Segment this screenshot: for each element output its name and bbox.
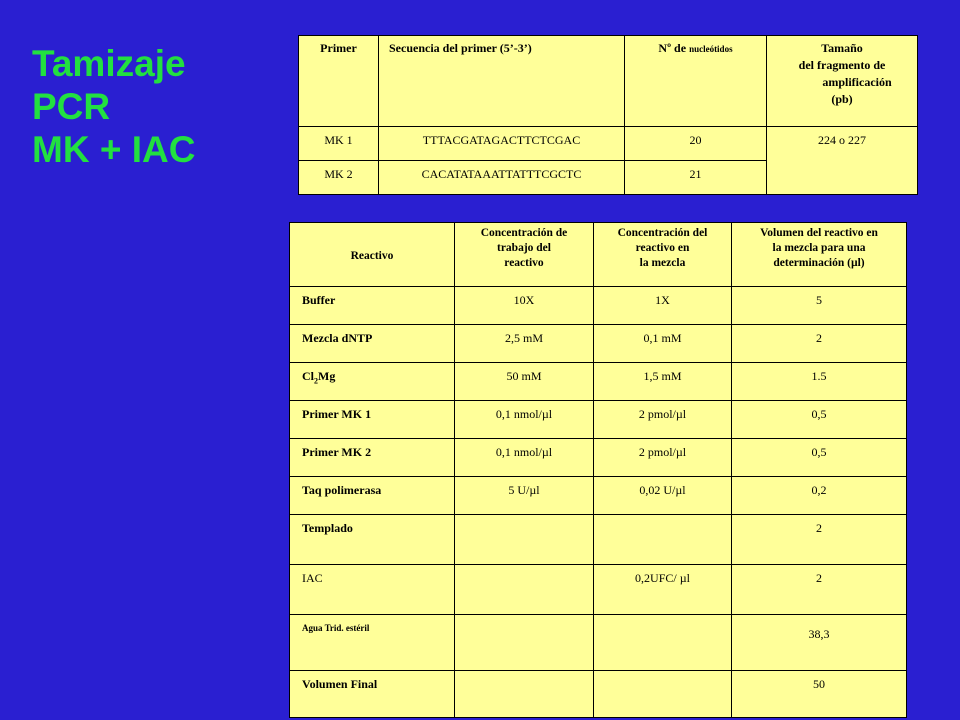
volume: 1.5 <box>732 363 907 401</box>
table-row <box>290 565 907 615</box>
header-sequence: Secuencia del primer (5’-3’) <box>379 36 625 127</box>
table-row <box>290 363 907 401</box>
volume: 5 <box>732 287 907 325</box>
volume: 0,5 <box>732 401 907 439</box>
table-row <box>290 439 907 477</box>
mix-conc: 1,5 mM <box>594 363 732 401</box>
reagent-name: $Cl_2Mg$ <box>290 363 455 401</box>
working-conc: 10X <box>455 287 594 325</box>
mix-conc: 0,1 mM <box>594 325 732 363</box>
working-conc: 50 mM <box>455 363 594 401</box>
reagent-name: Templado <box>290 515 455 565</box>
working-conc: 0,1 nmol/µl <box>455 401 594 439</box>
slide-title <box>32 42 195 171</box>
table-row <box>290 515 907 565</box>
table-row <box>290 671 907 718</box>
working-conc <box>455 615 594 671</box>
table-row <box>299 127 918 161</box>
table-row <box>290 287 907 325</box>
reagent-table <box>289 222 907 718</box>
mix-conc: 0,2UFC/ µl <box>594 565 732 615</box>
table-row <box>290 477 907 515</box>
mix-conc <box>594 615 732 671</box>
working-conc <box>455 515 594 565</box>
reagent-name: Buffer <box>290 287 455 325</box>
reagent-name: Primer MK 1 <box>290 401 455 439</box>
volume: 2 <box>732 325 907 363</box>
reagent-name: Taq polimerasa <box>290 477 455 515</box>
header-mix-conc: Concentración del reactivo en la mezcla <box>594 223 732 287</box>
reagent-name: Mezcla dNTP <box>290 325 455 363</box>
mix-conc: 1X <box>594 287 732 325</box>
header-size: Tamaño del fragmento de amplificación (pb) <box>767 36 918 127</box>
header-nucleotides: Nº de nucleótidos <box>625 36 767 127</box>
primer-table-header <box>299 36 918 127</box>
working-conc <box>455 671 594 718</box>
primer-sequence: CACATATAAATTATTTCGCTC <box>379 161 625 195</box>
mix-conc <box>594 515 732 565</box>
working-conc: 5 U/µl <box>455 477 594 515</box>
volume: 38,3 <box>732 615 907 671</box>
working-conc: 2,5 mM <box>455 325 594 363</box>
reagent-name: Primer MK 2 <box>290 439 455 477</box>
header-working-conc: Concentración de trabajo del reactivo <box>455 223 594 287</box>
primer-name: MK 1 <box>299 127 379 161</box>
primer-nucleotides: 20 <box>625 127 767 161</box>
volume: 2 <box>732 515 907 565</box>
table-row <box>290 401 907 439</box>
reagent-table-header <box>290 223 907 287</box>
reagent-name: Volumen Final <box>290 671 455 718</box>
mix-conc: 2 pmol/µl <box>594 401 732 439</box>
mix-conc <box>594 671 732 718</box>
fragment-size: 224 o 227 <box>767 127 918 195</box>
working-conc <box>455 565 594 615</box>
title-line-1: Tamizaje <box>32 43 186 84</box>
primer-name: MK 2 <box>299 161 379 195</box>
title-line-3: MK + IAC <box>32 129 196 170</box>
volume: 0,2 <box>732 477 907 515</box>
primer-nucleotides: 21 <box>625 161 767 195</box>
table-row <box>290 325 907 363</box>
volume: 0,5 <box>732 439 907 477</box>
table-row <box>290 615 907 671</box>
reagent-name: IAC <box>290 565 455 615</box>
volume: 50 <box>732 671 907 718</box>
header-reagent: Reactivo <box>290 223 455 287</box>
reagent-name: Agua Trid. estéril <box>290 615 455 671</box>
header-volume: Volumen del reactivo en la mezcla para una determinación (µl) <box>732 223 907 287</box>
primer-sequence: TTTACGATAGACTTCTCGAC <box>379 127 625 161</box>
volume: 2 <box>732 565 907 615</box>
title-line-2: PCR <box>32 86 111 127</box>
mix-conc: 2 pmol/µl <box>594 439 732 477</box>
header-primer: Primer <box>299 36 379 127</box>
working-conc: 0,1 nmol/µl <box>455 439 594 477</box>
primer-table <box>298 35 918 195</box>
mix-conc: 0,02 U/µl <box>594 477 732 515</box>
